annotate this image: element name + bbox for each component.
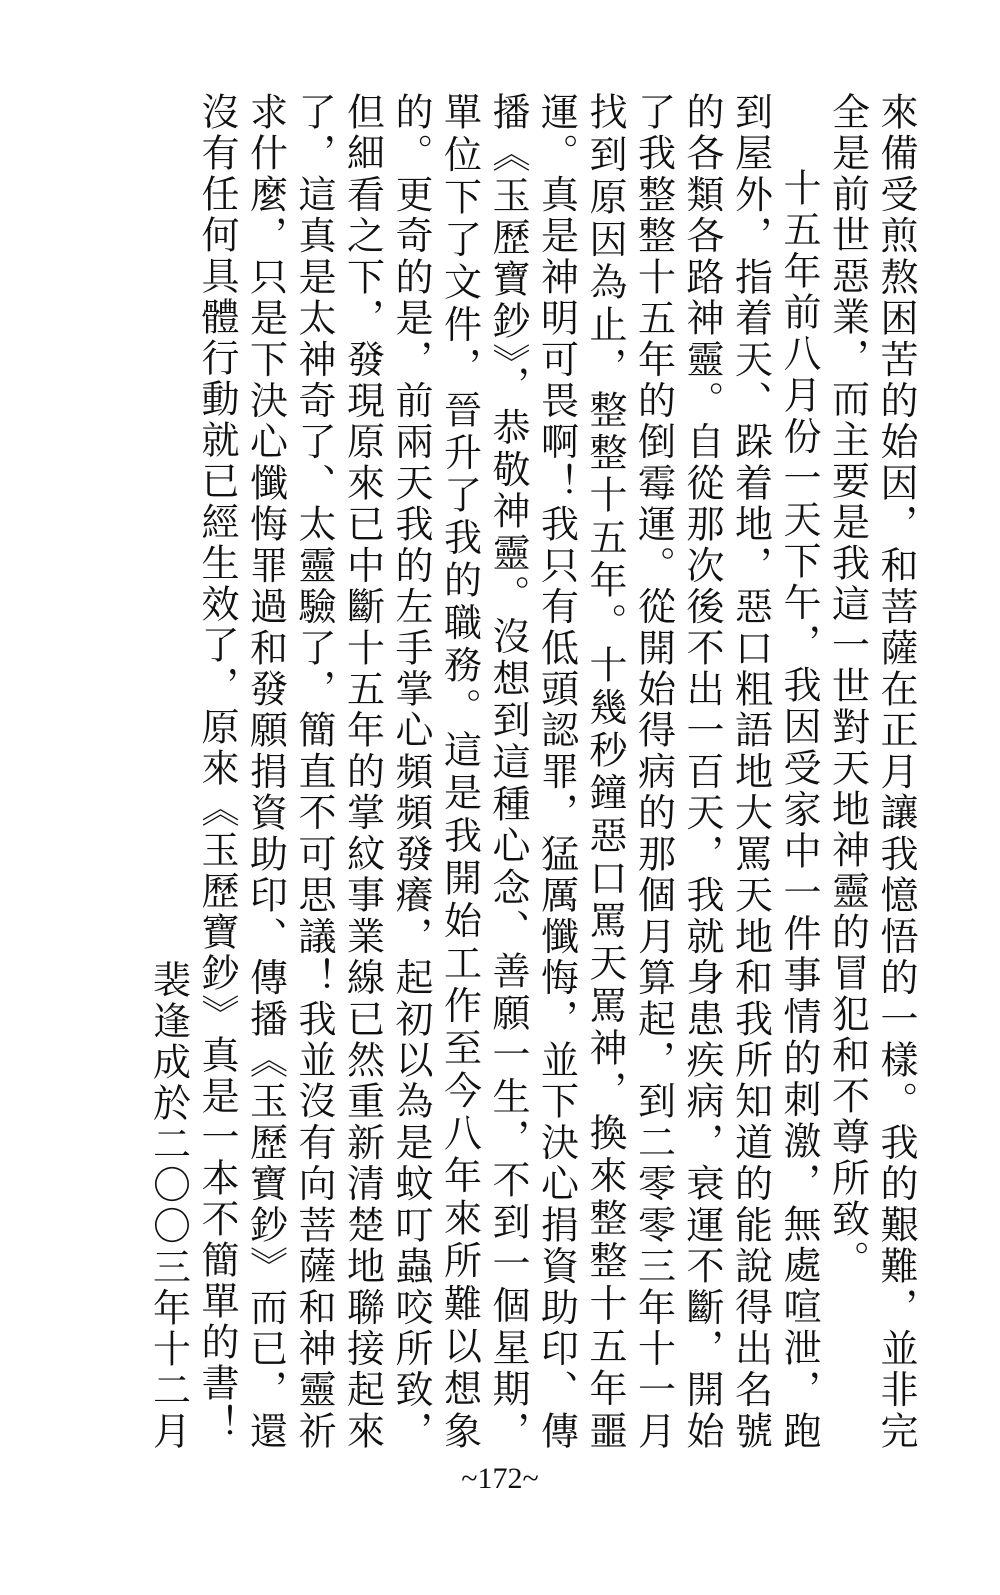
paragraph-story: 十五年前八月份一天下午，我因受家中一件事情的刺激，無處喧泄，跑到屋外，指着天、跺着地，惡口粗語地大罵天地和我所知道的能說得出名號的各類各路神靈。自從那次後不出一百天，我就身患疾病，衰運不斷，開始了我整整十五年的倒霉運。從開始得病的那個月算起，到二零零三年十一月找到原因為止，整整十五年。十幾秒鐘惡口罵天罵神，換來整整十五年噩運。真是神明可畏啊！我只有低頭認罪，猛厲懺悔，並下決心捐資助印、傳播《玉歷寶鈔》，恭敬神靈。沒想到這種心念、善願一生，不到一個星期，單位下了文件，晉升了我的職務。這是我開始工作至今八年來所難以想象的。更奇的是，前兩天我的左手掌心頻頻發癢，起初以為是蚊叮蟲咬所致，但細看之下，發現原來已中斷十五年的掌紋事業線已然重新清楚地聯接起來了，這真是太神奇了、太靈驗了，簡直不可思議！我並沒有向菩薩和神靈祈求什麼，只是下決心懺悔罪過和發願捐資助印、傳播《玉歷寶鈔》而已，還沒有任何具體行動就已經生效了，原來《玉歷寶鈔》真是一本不簡單的書！: [195, 92, 821, 1452]
body-text: [60, 92, 920, 1452]
page-number: ~172~: [461, 1462, 539, 1495]
paragraph-continuation: 來備受煎熬困苦的始因，和菩薩在正月讓我憶悟的一樣。我的艱難，並非完全是前世惡業，而主要是我這一世對天地神靈的冒犯和不尊所致。: [825, 92, 918, 1452]
author-signature: 裴逢成於二〇〇三年十二月: [146, 960, 191, 1452]
